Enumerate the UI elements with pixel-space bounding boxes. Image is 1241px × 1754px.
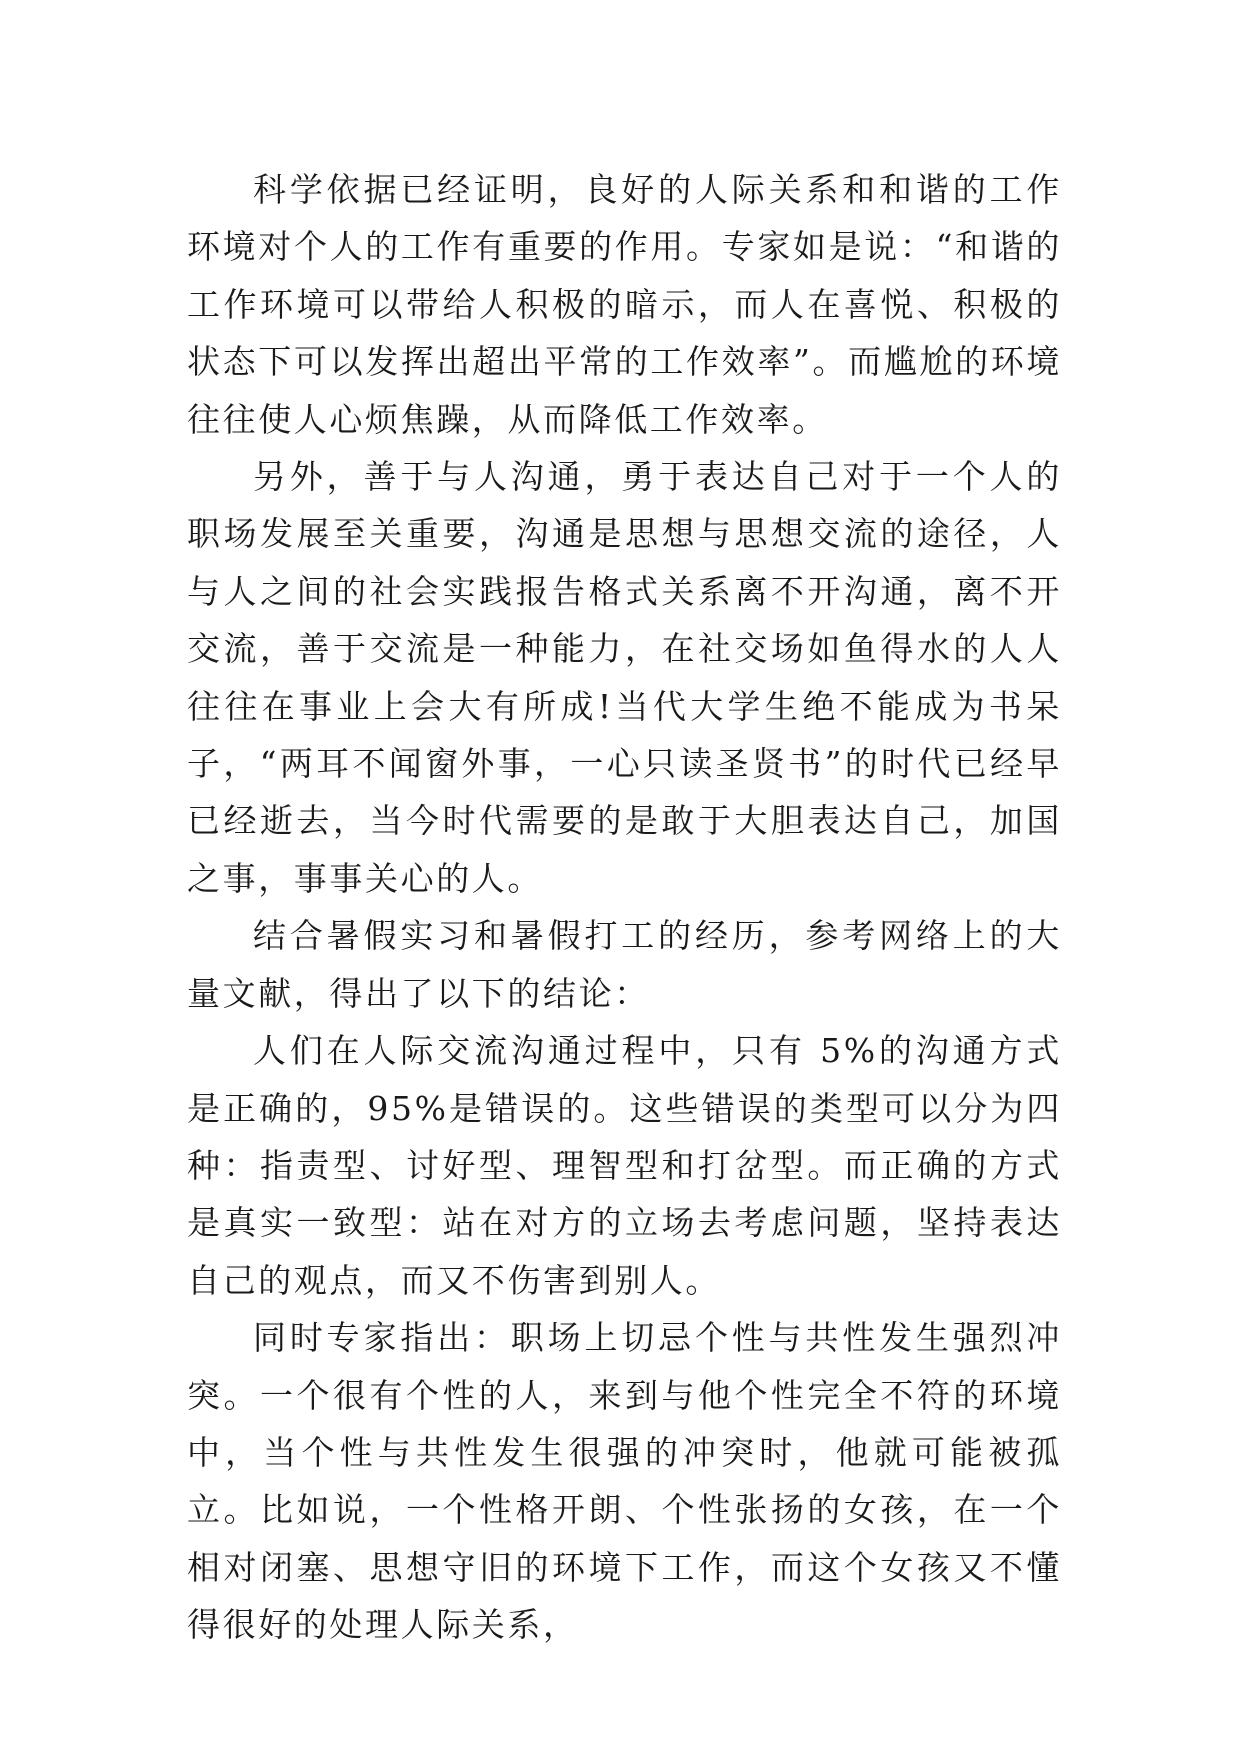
paragraph-4: 人们在人际交流沟通过程中，只有 5%的沟通方式是正确的，95%是错误的。这些错误的类型可以分为四种：指责型、讨好型、理智型和打岔型。而正确的方式是真实一致型：站在对方的立场去考虑问题，坚持表达自己的观点，而又不伤害到别人。 (187, 1031, 1062, 1300)
paragraph-5: 同时专家指出：职场上切忌个性与共性发生强烈冲突。一个很有个性的人，来到与他个性完全不符的环境中，当个性与共性发生很强的冲突时，他就可能被孤立。比如说，一个性格开朗、个性张扬的女孩，在一个相对闭塞、思想守旧的环境下工作，而这个女孩又不懂得很好的处理人际关系， (187, 1318, 1062, 1645)
document-body (187, 161, 1062, 1654)
paragraph-1: 科学依据已经证明，良好的人际关系和和谐的工作环境对个人的工作有重要的作用。专家如是说：“和谐的工作环境可以带给人积极的暗示，而人在喜悦、积极的状态下可以发挥出超出平常的工作效率”。而尴尬的环境往往使人心烦焦躁，从而降低工作效率。 (187, 170, 1062, 439)
paragraph-2: 另外，善于与人沟通，勇于表达自己对于一个人的职场发展至关重要，沟通是思想与思想交流的途径，人与人之间的社会实践报告格式关系离不开沟通，离不开交流，善于交流是一种能力，在社交场如鱼得水的人人往往在事业上会大有所成!当代大学生绝不能成为书呆子，“两耳不闻窗外事，一心只读圣贤书”的时代已经早已经逝去，当今时代需要的是敢于大胆表达自己，加国之事，事事关心的人。 (187, 457, 1062, 898)
paragraph-3: 结合暑假实习和暑假打工的经历，参考网络上的大量文献，得出了以下的结论： (187, 916, 1062, 1013)
